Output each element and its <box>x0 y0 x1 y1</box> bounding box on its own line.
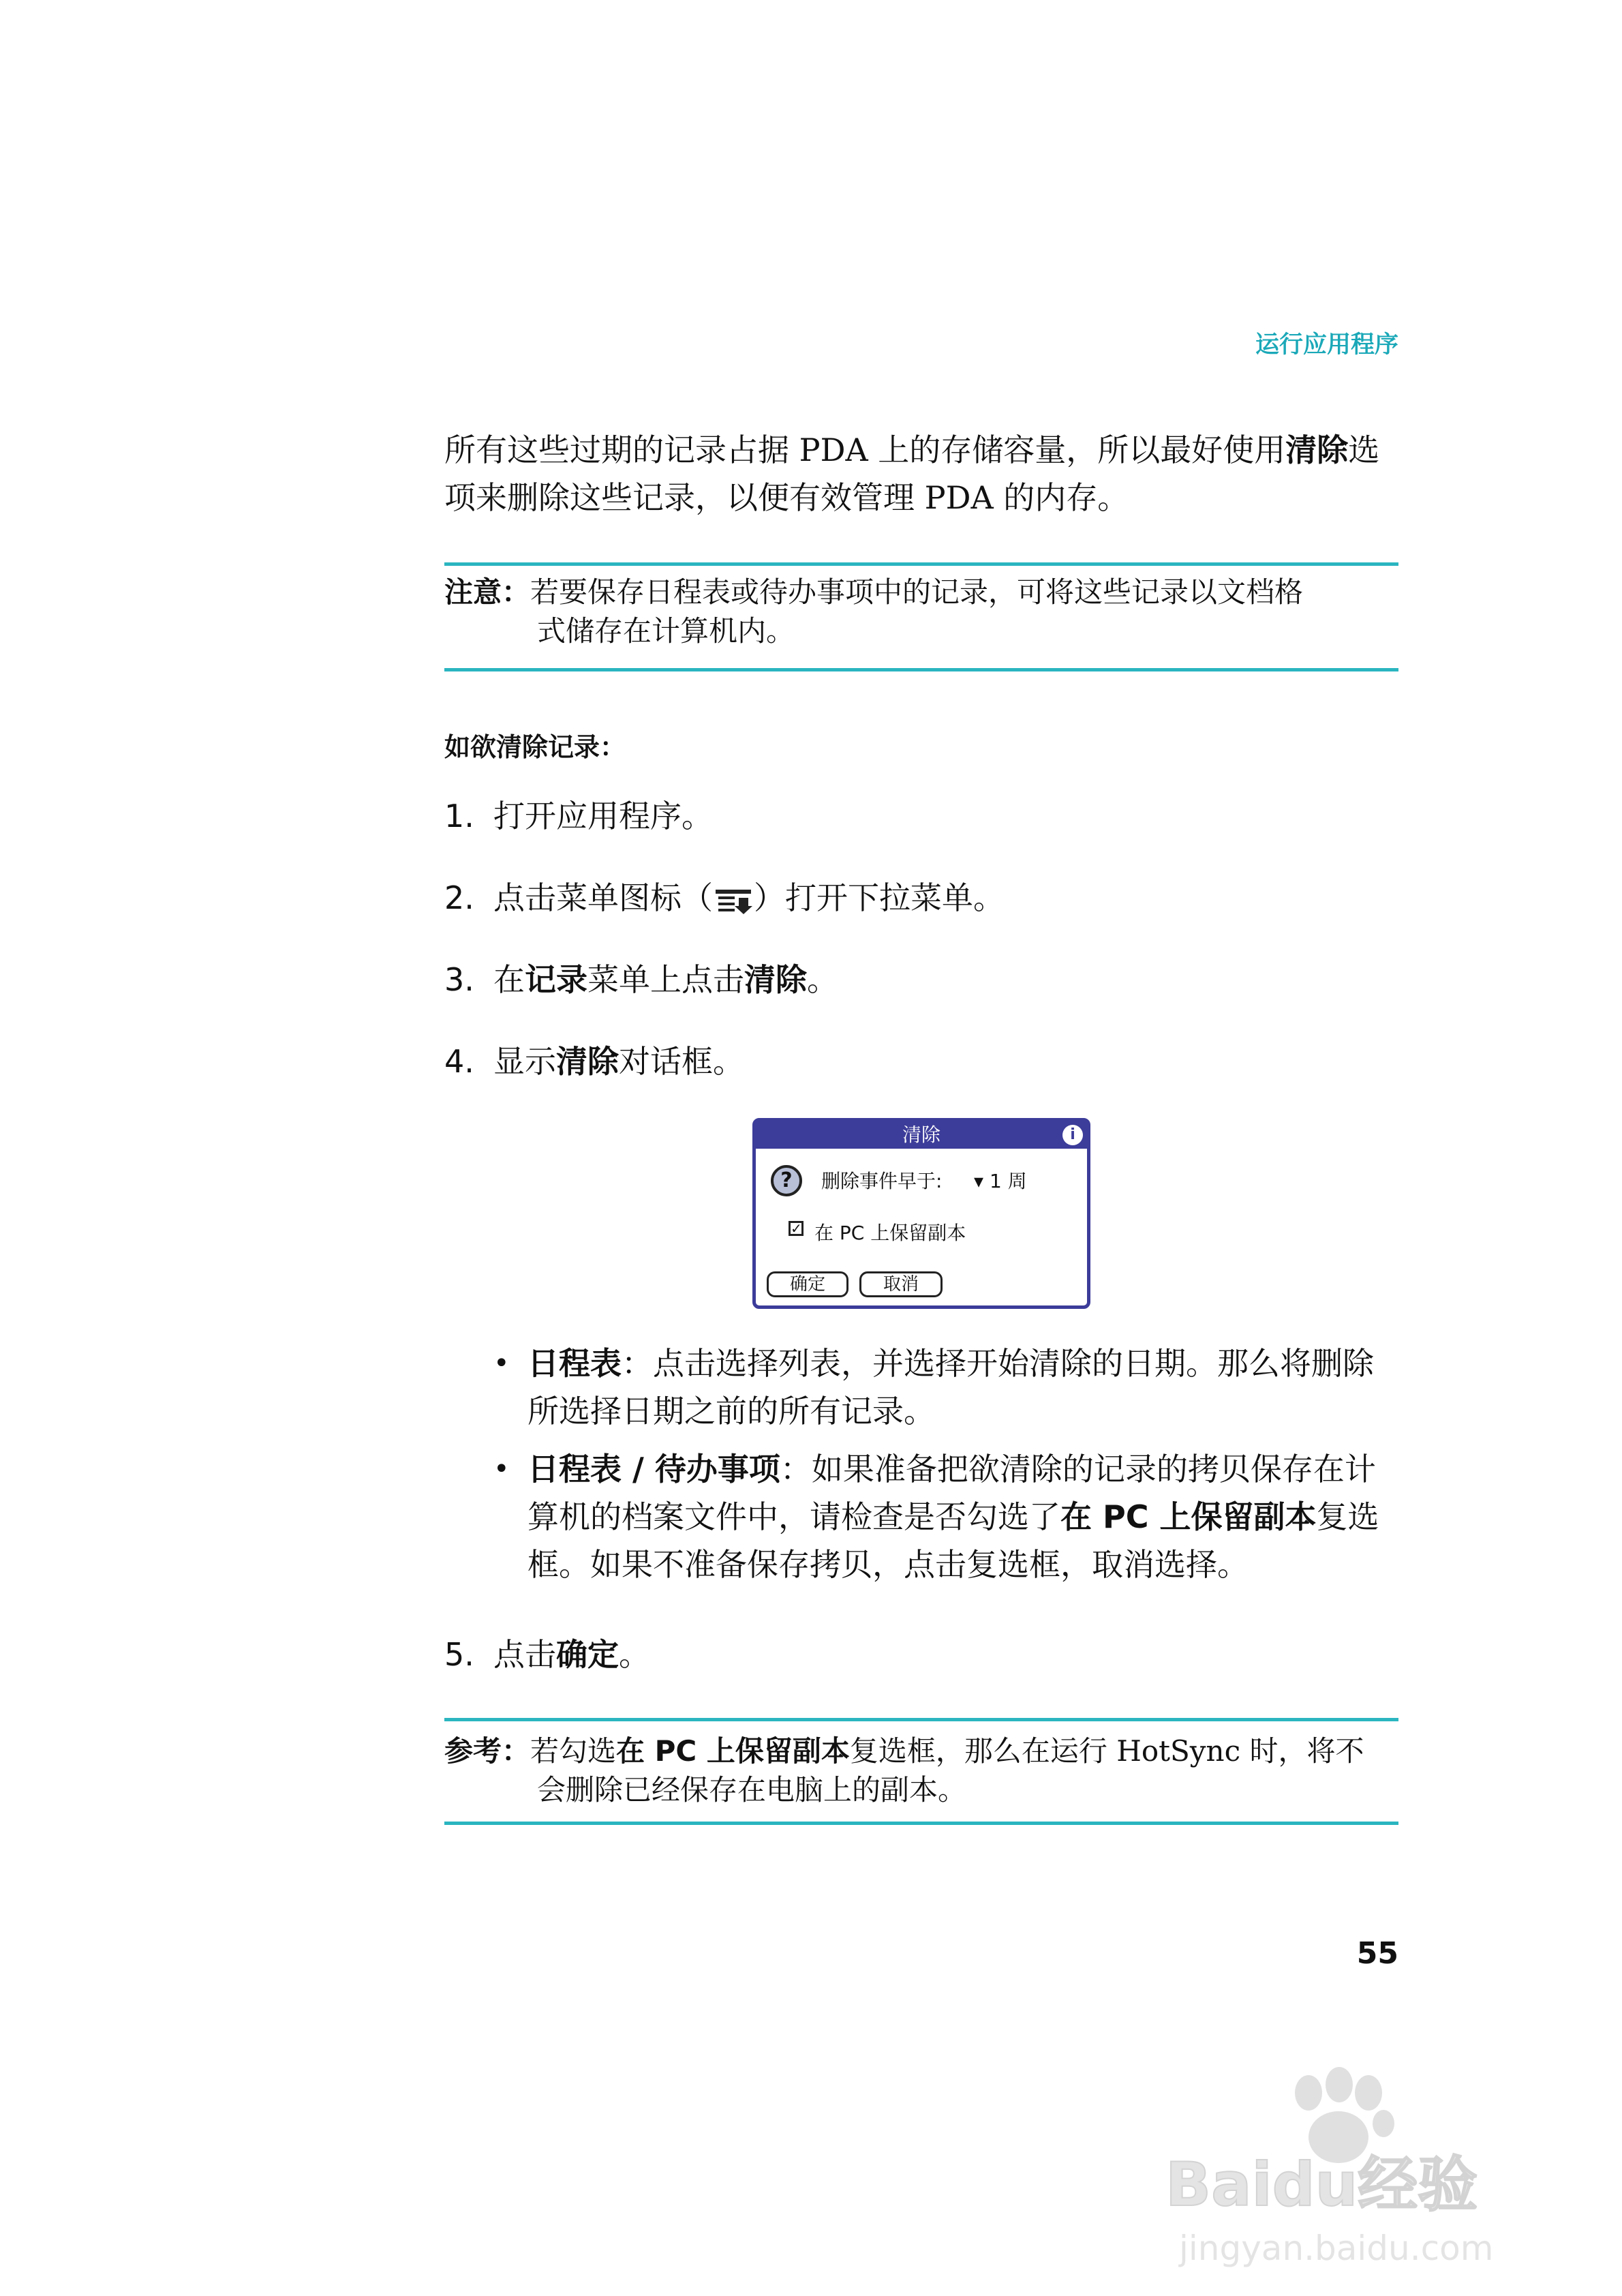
intro-text-2: 选项来删除这些记录，以便有效管理 PDA 的内存。 <box>444 432 1380 516</box>
bullet-calendar-text: ：点击选择列表，并选择开始清除的日期。那么将删除所选择日期之前的所有记录。 <box>527 1345 1374 1430</box>
step-3-text-3: 。 <box>807 961 838 998</box>
question-icon: ? <box>771 1165 802 1196</box>
note-label: 注意： <box>444 575 531 609</box>
step-4-text-2: 对话框。 <box>619 1043 744 1080</box>
bullet-todo-text-1: ：如果准备把欲清除的记录的拷贝保存在计算机的档案文件中，请检查是否勾选了 <box>527 1451 1376 1535</box>
bullet-todo-text-2: 复选框。如果不准备保存拷贝，点击复选框，取消选择。 <box>527 1498 1379 1583</box>
watermark-brand: Baidu经验 <box>1165 2149 1478 2220</box>
step-4 <box>444 1040 1398 1083</box>
bullet-calendar-todo <box>493 1445 1400 1588</box>
step-5-text-1: 点击 <box>493 1636 556 1673</box>
bullet-todo-bold-keep: 在 PC 上保留副本 <box>1060 1498 1317 1535</box>
step-3-text-1: 在 <box>493 961 525 998</box>
bullet-dot: • <box>493 1348 510 1379</box>
step-1-text: 打开应用程序。 <box>493 798 713 834</box>
procedure-heading: 如欲清除记录： <box>444 732 626 762</box>
page-number: 55 <box>1356 1936 1398 1971</box>
step-3-bold-clear: 清除 <box>744 961 807 998</box>
cancel-button[interactable]: 取消 <box>859 1271 943 1297</box>
intro-text-1: 所有这些过期的记录占据 PDA 上的存储容量，所以最好使用 <box>444 432 1286 468</box>
step-4-bold-clear: 清除 <box>556 1043 619 1080</box>
info-icon[interactable]: i <box>1062 1125 1083 1145</box>
period-select[interactable]: ▾ 1 周 <box>974 1170 1027 1192</box>
step-2-text-post: ）打开下拉菜单。 <box>754 879 1005 916</box>
delete-older-label: 删除事件早于: <box>821 1170 943 1192</box>
bullet-calendar-label: 日程表 <box>527 1345 622 1382</box>
bullet-calendar <box>493 1340 1400 1435</box>
step-2-text-pre: 点击菜单图标（ <box>493 879 713 916</box>
note-rule-bottom <box>444 668 1398 671</box>
note-rule-top <box>444 562 1398 566</box>
step-5-text-2: 。 <box>619 1636 650 1673</box>
note-line-2: 式储存在计算机内。 <box>537 614 795 648</box>
step-1 <box>444 794 1398 838</box>
tip-rule-bottom <box>444 1822 1398 1825</box>
intro-bold-clear: 清除 <box>1285 432 1349 468</box>
step-5 <box>444 1633 1398 1676</box>
tip-rule-top <box>444 1718 1398 1721</box>
bullet-todo-label: 日程表 / 待办事项 <box>527 1451 780 1487</box>
step-4-number: 4. <box>444 1043 474 1080</box>
note-line-1: 若要保存日程表或待办事项中的记录，可将这些记录以文档格 <box>530 575 1304 609</box>
step-1-number: 1. <box>444 798 474 834</box>
dialog-title: 清除 <box>902 1123 940 1146</box>
step-2 <box>444 876 1398 920</box>
menu-icon <box>713 884 754 917</box>
step-2-number: 2. <box>444 879 474 916</box>
tip-text-1: 若勾选 <box>530 1734 617 1768</box>
tip-box <box>444 1732 1398 1809</box>
step-5-bold-ok: 确定 <box>556 1636 619 1673</box>
keep-copy-checkbox[interactable]: ✓ <box>789 1221 804 1236</box>
clear-dialog <box>752 1118 1090 1309</box>
ok-button[interactable]: 确定 <box>767 1271 848 1297</box>
step-4-text-1: 显示 <box>493 1043 556 1080</box>
tip-line-2: 会删除已经保存在电脑上的副本。 <box>537 1773 967 1807</box>
baidu-watermark-logo <box>1152 2066 1533 2270</box>
watermark-url: jingyan.baidu.com <box>1179 2229 1494 2268</box>
step-5-number: 5. <box>444 1636 474 1673</box>
step-3-number: 3. <box>444 961 474 998</box>
bullet-dot: • <box>493 1453 510 1485</box>
step-3 <box>444 958 1398 1001</box>
tip-bold-keep: 在 PC 上保留副本 <box>616 1734 850 1768</box>
tip-label: 参考： <box>444 1734 531 1768</box>
keep-copy-label[interactable]: 在 PC 上保留副本 <box>814 1222 966 1244</box>
note-box <box>444 573 1398 650</box>
step-3-text-2: 菜单上点击 <box>587 961 744 998</box>
intro-paragraph <box>444 426 1398 522</box>
tip-text-2: 复选框，那么在运行 HotSync 时，将不 <box>849 1734 1364 1768</box>
step-3-bold-record: 记录 <box>525 961 587 998</box>
running-header: 运行应用程序 <box>1255 331 1398 359</box>
dialog-titlebar <box>756 1121 1087 1149</box>
